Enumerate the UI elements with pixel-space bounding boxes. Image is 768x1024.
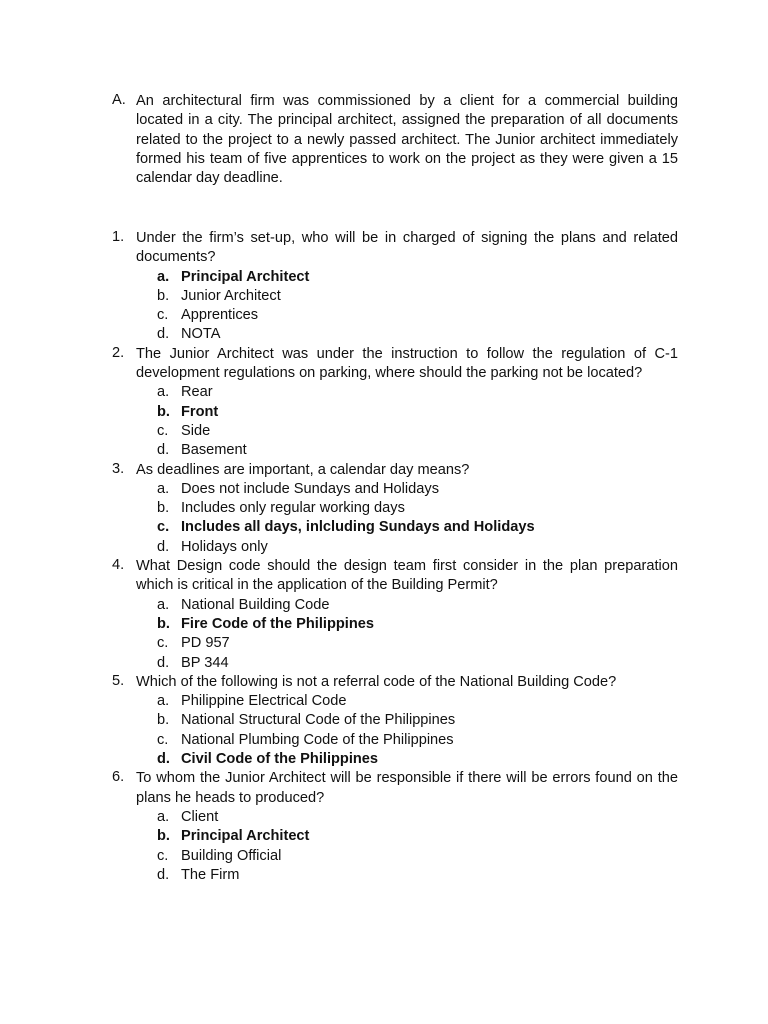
option-c bbox=[112, 306, 678, 325]
option-a bbox=[112, 596, 678, 615]
option-b bbox=[112, 615, 678, 634]
option-letter: a. bbox=[157, 384, 170, 401]
question-number: 6. bbox=[112, 769, 125, 786]
option-text: Side bbox=[181, 422, 211, 439]
option-text: Does not include Sundays and Holidays bbox=[181, 480, 439, 497]
option-text: National Plumbing Code of the Philippines bbox=[181, 731, 454, 748]
option-text: Client bbox=[181, 808, 219, 825]
question-text: Under the firm’s set-up, who will be in charged of signing the plans and related documents? bbox=[136, 230, 678, 266]
option-text: Principal Architect bbox=[181, 268, 310, 285]
option-text: Civil Code of the Philippines bbox=[181, 751, 379, 768]
option-c bbox=[112, 634, 678, 653]
option-a bbox=[112, 808, 678, 827]
option-letter: d. bbox=[157, 326, 170, 343]
option-list bbox=[112, 692, 678, 769]
option-b bbox=[112, 711, 678, 730]
option-letter: c. bbox=[157, 307, 169, 324]
question-text: As deadlines are important, a calendar day means? bbox=[136, 461, 470, 478]
option-letter: a. bbox=[157, 808, 170, 825]
option-letter: b. bbox=[157, 615, 170, 632]
question-number: 3. bbox=[112, 460, 125, 477]
question-text: What Design code should the design team first consider in the plan preparation which is critical in the application of the Building Permit? bbox=[136, 558, 678, 594]
option-d bbox=[112, 654, 678, 673]
option-b bbox=[112, 499, 678, 518]
question-text: To whom the Junior Architect will be responsible if there will be errors found on the plans he heads to produced? bbox=[136, 770, 678, 806]
question-6 bbox=[112, 769, 678, 885]
option-text: Holidays only bbox=[181, 538, 268, 555]
option-letter: d. bbox=[157, 654, 170, 671]
option-text: Fire Code of the Philippines bbox=[181, 615, 374, 632]
question-5 bbox=[112, 673, 678, 769]
option-d bbox=[112, 441, 678, 460]
option-letter: b. bbox=[157, 403, 170, 420]
question-2 bbox=[112, 345, 678, 461]
option-text: PD 957 bbox=[181, 635, 230, 652]
option-text: Building Official bbox=[181, 847, 282, 864]
option-letter: c. bbox=[157, 635, 169, 652]
question-text: Which of the following is not a referral code of the National Building Code? bbox=[136, 673, 617, 690]
case-text: An architectural firm was commissioned by a client for a commercial building located in a city. The principal architect, assigned the preparation of all documents related to the project to a newly passed architect. The Junior architect immediately formed his team of five apprentices to work on the project as they were given a 15 calendar day deadline. bbox=[136, 93, 678, 187]
option-b bbox=[112, 403, 678, 422]
option-text: The Firm bbox=[181, 866, 240, 883]
question-3 bbox=[112, 461, 678, 557]
option-list bbox=[112, 480, 678, 557]
case-scenario bbox=[112, 92, 678, 188]
option-d bbox=[112, 866, 678, 885]
option-list bbox=[112, 808, 678, 885]
option-letter: c. bbox=[157, 422, 169, 439]
option-letter: d. bbox=[157, 442, 170, 459]
option-c bbox=[112, 518, 678, 537]
question-list bbox=[112, 229, 678, 885]
option-list bbox=[112, 596, 678, 673]
option-list bbox=[112, 268, 678, 345]
option-text: National Building Code bbox=[181, 596, 330, 613]
option-text: Front bbox=[181, 403, 219, 420]
option-text: Philippine Electrical Code bbox=[181, 693, 347, 710]
question-number: 4. bbox=[112, 557, 125, 574]
option-c bbox=[112, 847, 678, 866]
question-4 bbox=[112, 557, 678, 673]
option-text: National Structural Code of the Philippines bbox=[181, 712, 456, 729]
option-letter: a. bbox=[157, 693, 170, 710]
option-d bbox=[112, 538, 678, 557]
option-text: BP 344 bbox=[181, 654, 229, 671]
option-a bbox=[112, 692, 678, 711]
option-a bbox=[112, 383, 678, 402]
option-text: Includes only regular working days bbox=[181, 500, 405, 517]
option-b bbox=[112, 287, 678, 306]
option-letter: c. bbox=[157, 847, 169, 864]
option-text: NOTA bbox=[181, 326, 221, 343]
question-number: 2. bbox=[112, 344, 125, 361]
option-text: Principal Architect bbox=[181, 828, 310, 845]
option-letter: b. bbox=[157, 500, 170, 517]
option-letter: a. bbox=[157, 596, 170, 613]
option-text: Includes all days, inlcluding Sundays and Holidays bbox=[181, 519, 535, 536]
option-letter: b. bbox=[157, 828, 170, 845]
option-a bbox=[112, 480, 678, 499]
option-d bbox=[112, 325, 678, 344]
question-text: The Junior Architect was under the instruction to follow the regulation of C-1 development regulations on parking, where should the parking not be located? bbox=[136, 345, 678, 382]
option-b bbox=[112, 827, 678, 846]
option-letter: d. bbox=[157, 751, 170, 768]
option-letter: a. bbox=[157, 268, 170, 285]
option-letter: b. bbox=[157, 287, 170, 304]
option-text: Apprentices bbox=[181, 307, 259, 324]
option-letter: c. bbox=[157, 731, 169, 748]
option-text: Basement bbox=[181, 442, 247, 459]
option-letter: d. bbox=[157, 538, 170, 555]
question-number: 5. bbox=[112, 672, 125, 689]
case-marker: A. bbox=[112, 92, 126, 108]
option-c bbox=[112, 422, 678, 441]
option-letter: c. bbox=[157, 519, 170, 536]
question-1 bbox=[112, 229, 678, 345]
option-letter: b. bbox=[157, 712, 170, 729]
option-text: Rear bbox=[181, 384, 213, 401]
option-letter: d. bbox=[157, 866, 170, 883]
option-text: Junior Architect bbox=[181, 287, 281, 304]
option-d bbox=[112, 750, 678, 769]
option-c bbox=[112, 731, 678, 750]
option-list bbox=[112, 383, 678, 460]
option-letter: a. bbox=[157, 480, 170, 497]
option-a bbox=[112, 268, 678, 287]
question-number: 1. bbox=[112, 229, 125, 245]
